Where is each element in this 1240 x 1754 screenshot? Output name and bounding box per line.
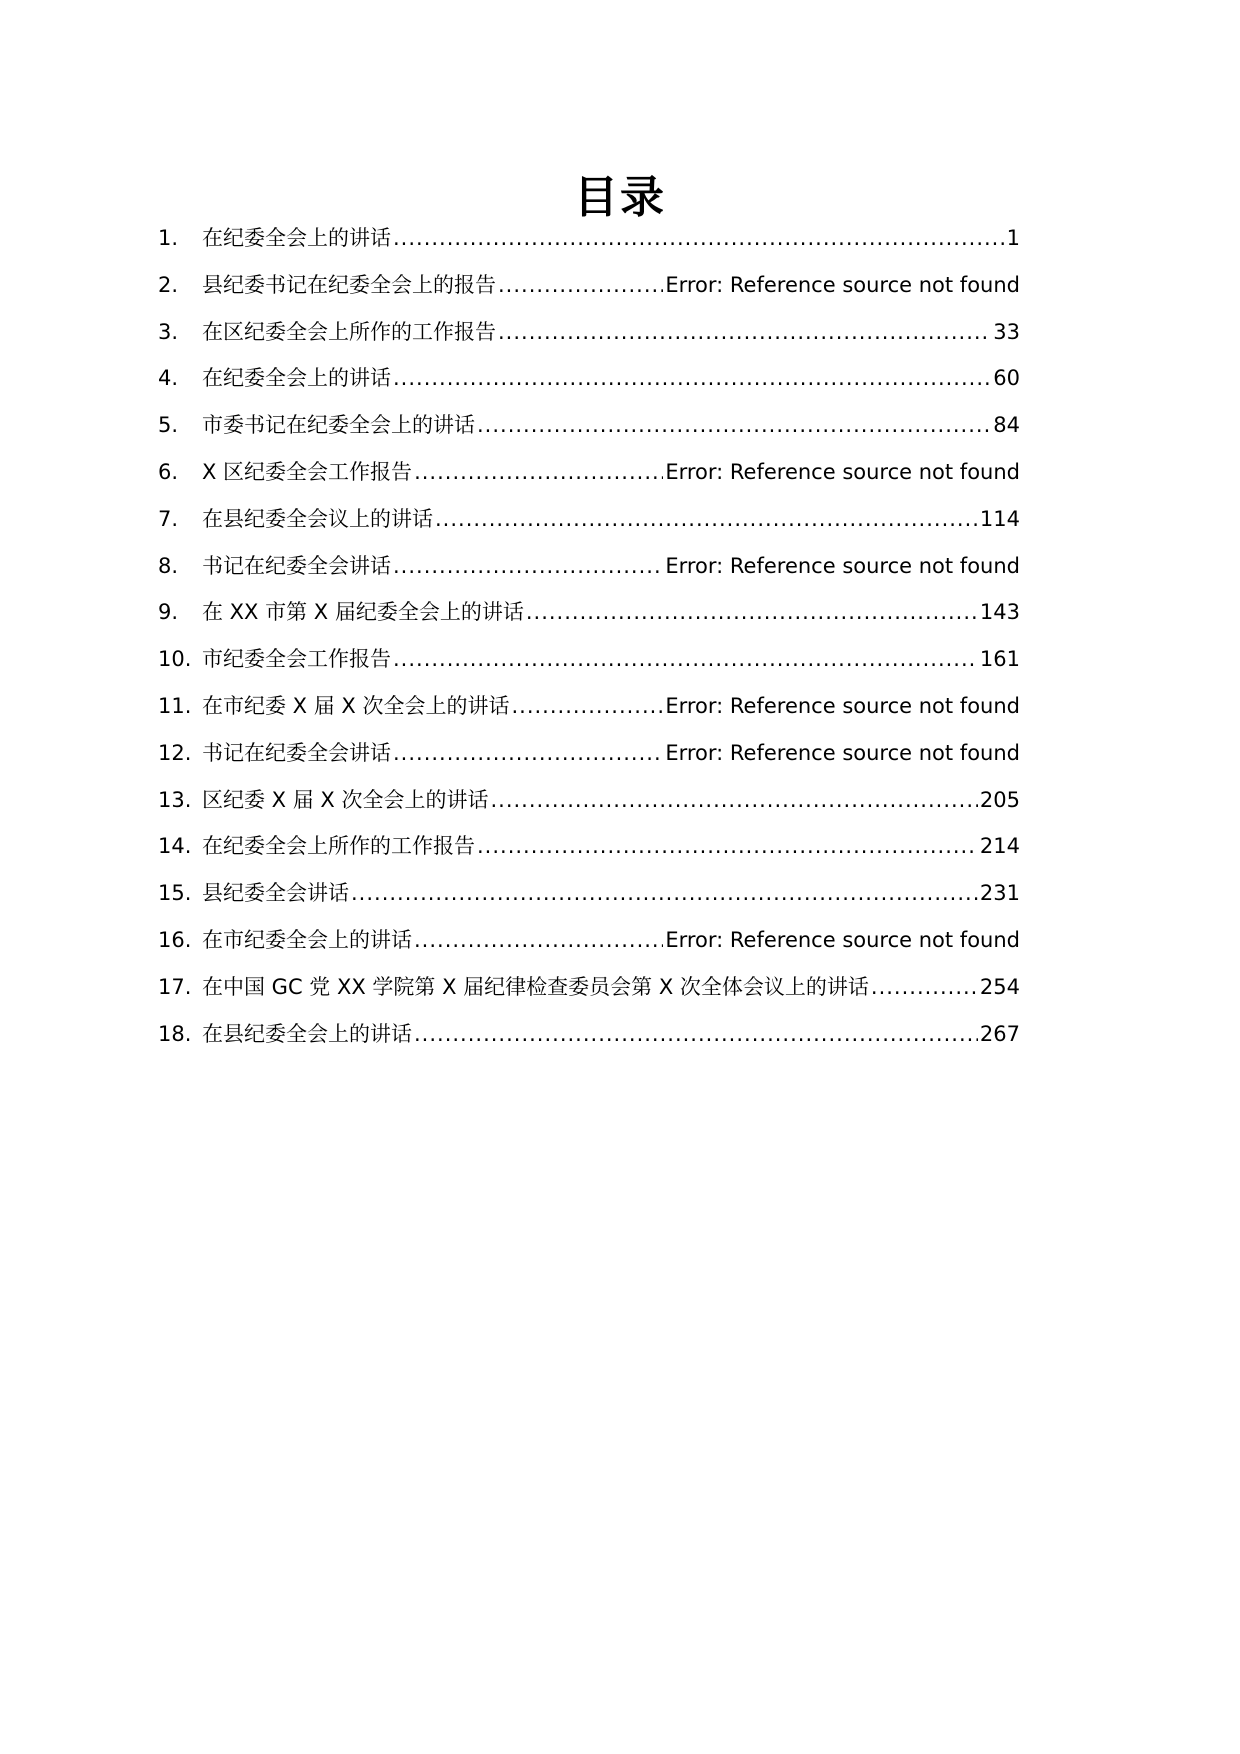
toc-dot-leader	[498, 318, 991, 346]
toc-entry-number: 6.	[158, 459, 179, 484]
toc-entry-title[interactable]: 县纪委书记在纪委全会上的报告	[202, 272, 496, 297]
toc-entry-title[interactable]: 在纪委全会上的讲话	[202, 366, 391, 391]
toc-entry-page: 84	[993, 413, 1020, 438]
toc-entry-title[interactable]: 在纪委全会上所作的工作报告	[202, 834, 475, 859]
toc-entry-number: 13.	[158, 787, 192, 812]
toc-entry[interactable]	[158, 411, 1020, 458]
toc-entry-page: Error: Reference source not found	[665, 740, 1020, 765]
toc-entry-title[interactable]: 市委书记在纪委全会上的讲话	[202, 413, 475, 438]
toc-entry-title[interactable]: 书记在纪委全会讲话	[202, 553, 391, 578]
toc-dot-leader	[393, 364, 991, 392]
toc-title: 目录	[574, 172, 666, 223]
toc-entry-page: 214	[979, 834, 1020, 859]
toc-entry-number: 11.	[158, 693, 192, 718]
toc-entry-title[interactable]: 在中国 GC 党 XX 学院第 X 届纪律检查委员会第 X 次全体会议上的讲话	[202, 974, 869, 999]
toc-entry-page: 1	[1006, 226, 1020, 250]
toc-entry[interactable]	[158, 458, 1020, 505]
toc-dot-leader	[477, 411, 991, 439]
toc-entry-title[interactable]: 在县纪委全会上的讲话	[202, 1021, 412, 1046]
toc-entry-title[interactable]: 在 XX 市第 X 届纪委全会上的讲话	[202, 600, 524, 625]
toc-dot-leader	[393, 224, 1005, 252]
toc-entry[interactable]	[158, 318, 1020, 365]
toc-entry-title[interactable]: 在市纪委全会上的讲话	[202, 927, 412, 952]
toc-entry[interactable]	[158, 505, 1020, 552]
toc-dot-leader	[477, 832, 978, 860]
toc-entry-page: Error: Reference source not found	[665, 927, 1020, 952]
toc-entry-page: 33	[993, 319, 1020, 344]
toc-entry-title[interactable]: 在市纪委 X 届 X 次全会上的讲话	[202, 693, 510, 718]
toc-entry-page: Error: Reference source not found	[665, 553, 1020, 578]
toc-entry-number: 4.	[158, 366, 179, 391]
toc-dot-leader	[435, 505, 978, 533]
toc-dot-leader	[526, 598, 978, 626]
toc-dot-leader	[498, 271, 663, 299]
toc-entry-number: 18.	[158, 1021, 192, 1046]
toc-entry-title[interactable]: X 区纪委全会工作报告	[202, 459, 413, 484]
table-of-contents	[158, 224, 1020, 1066]
toc-entry-title[interactable]: 区纪委 X 届 X 次全会上的讲话	[202, 787, 489, 812]
toc-entry-title[interactable]: 在纪委全会上的讲话	[202, 226, 391, 250]
toc-dot-leader	[490, 786, 977, 814]
toc-entry-page: 161	[979, 647, 1020, 672]
toc-dot-leader	[393, 552, 663, 580]
toc-entry-page: 205	[979, 787, 1020, 812]
toc-entry-number: 16.	[158, 927, 192, 952]
toc-entry-number: 3.	[158, 319, 179, 344]
toc-entry[interactable]	[158, 832, 1020, 879]
toc-entry[interactable]	[158, 786, 1020, 833]
toc-entry-number: 5.	[158, 413, 179, 438]
toc-entry-number: 12.	[158, 740, 192, 765]
toc-entry-number: 1.	[158, 226, 179, 250]
toc-entry-page: Error: Reference source not found	[665, 272, 1020, 297]
toc-entry-page: Error: Reference source not found	[665, 693, 1020, 718]
toc-entry-title[interactable]: 县纪委全会讲话	[202, 881, 349, 906]
toc-entry[interactable]	[158, 271, 1020, 318]
toc-entry-number: 9.	[158, 600, 179, 625]
toc-dot-leader	[511, 692, 663, 720]
toc-entry-number: 14.	[158, 834, 192, 859]
toc-dot-leader	[414, 458, 663, 486]
toc-dot-leader	[871, 973, 978, 1001]
toc-entry-number: 15.	[158, 881, 192, 906]
toc-entry-number: 10.	[158, 647, 192, 672]
toc-dot-leader	[414, 926, 663, 954]
toc-entry-page: 143	[979, 600, 1020, 625]
toc-entry-title[interactable]: 在区纪委全会上所作的工作报告	[202, 319, 496, 344]
toc-entry[interactable]	[158, 926, 1020, 973]
toc-entry-page: 60	[993, 366, 1020, 391]
toc-entry-page: 114	[979, 506, 1020, 531]
toc-entry-number: 7.	[158, 506, 179, 531]
toc-entry-title[interactable]: 市纪委全会工作报告	[202, 647, 391, 672]
toc-entry-page: 267	[979, 1021, 1020, 1046]
toc-dot-leader	[414, 1020, 978, 1048]
toc-dot-leader	[393, 645, 978, 673]
toc-entry-number: 17.	[158, 974, 192, 999]
toc-entry[interactable]	[158, 1020, 1020, 1067]
toc-entry[interactable]	[158, 879, 1020, 926]
toc-entry-number: 2.	[158, 272, 179, 297]
toc-dot-leader	[351, 879, 978, 907]
toc-dot-leader	[393, 739, 663, 767]
toc-entry-title[interactable]: 在县纪委全会议上的讲话	[202, 506, 433, 531]
toc-entry-page: 231	[979, 881, 1020, 906]
toc-entry[interactable]	[158, 739, 1020, 786]
toc-entry[interactable]	[158, 364, 1020, 411]
toc-entry-title[interactable]: 书记在纪委全会讲话	[202, 740, 391, 765]
toc-entry[interactable]	[158, 552, 1020, 599]
toc-entry[interactable]	[158, 645, 1020, 692]
toc-entry[interactable]	[158, 224, 1020, 271]
toc-entry-page: 254	[979, 974, 1020, 999]
toc-entry-page: Error: Reference source not found	[665, 459, 1020, 484]
toc-entry[interactable]	[158, 692, 1020, 739]
toc-entry-number: 8.	[158, 553, 179, 578]
toc-entry[interactable]	[158, 973, 1020, 1020]
toc-entry[interactable]	[158, 598, 1020, 645]
